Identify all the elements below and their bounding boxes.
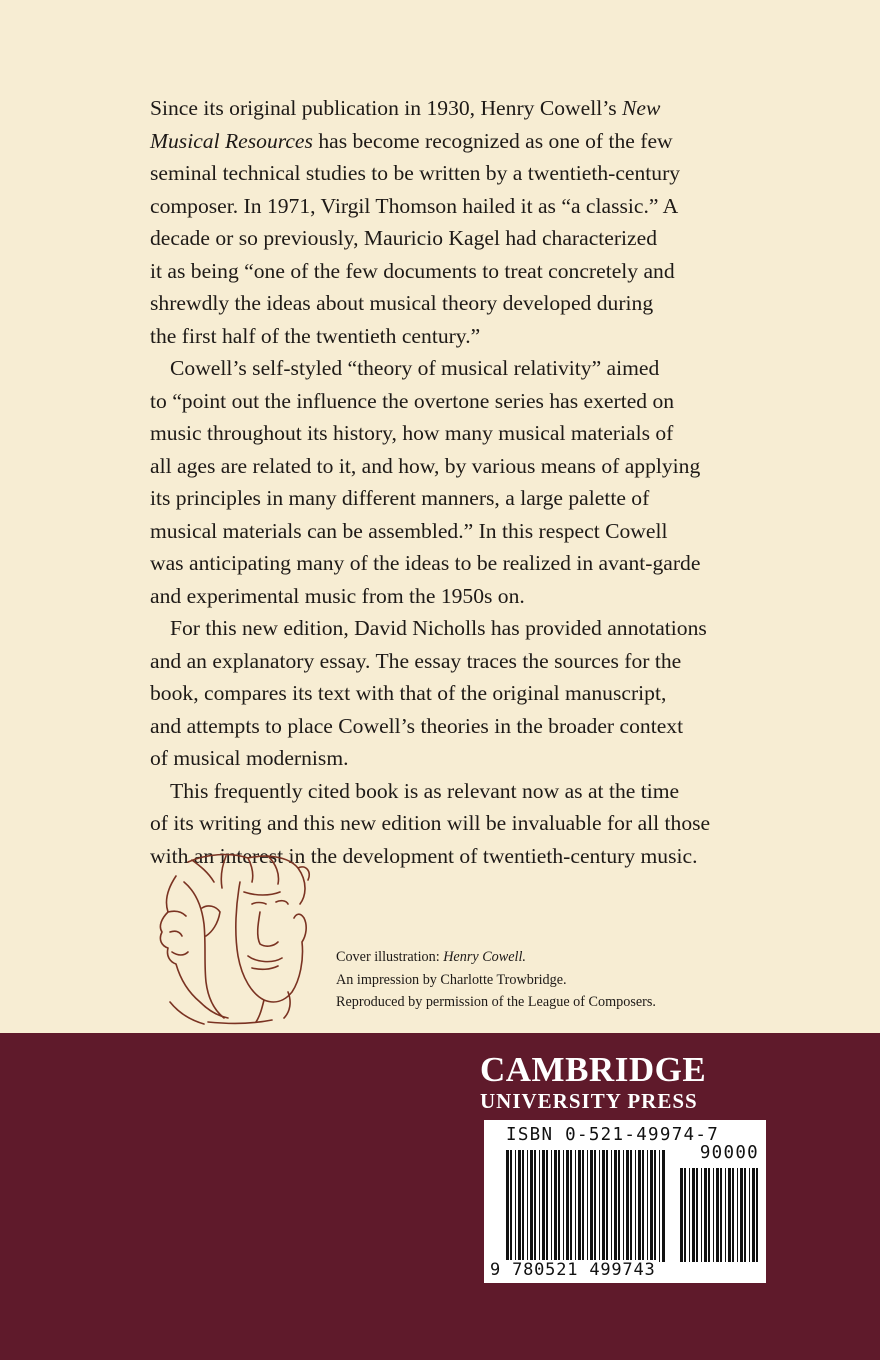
blurb-line: all ages are related to it, and how, by various means of applying: [150, 453, 701, 478]
barcode-bar: [720, 1168, 722, 1262]
barcode-bar: [506, 1150, 509, 1262]
blurb-paragraph-1: [150, 92, 740, 352]
book-title-italic: Musical Resources: [150, 128, 313, 153]
publisher-logo: [480, 1050, 728, 1114]
blurb-line: the first half of the twentieth century.”: [150, 323, 481, 348]
blurb-line: of musical modernism.: [150, 746, 349, 770]
barcode-bar: [602, 1150, 605, 1262]
barcode-bar: [551, 1150, 552, 1262]
isbn-barcode: [484, 1120, 766, 1283]
barcode-bar: [749, 1168, 750, 1262]
barcode-bar: [527, 1150, 528, 1262]
blurb-line: and an explanatory essay. The essay traces the sources for the: [150, 648, 682, 673]
barcode-bar: [642, 1150, 644, 1262]
barcode-bar: [662, 1150, 665, 1262]
barcode-bar: [696, 1168, 698, 1262]
barcode-bar: [587, 1150, 588, 1262]
blurb-line: music throughout its history, how many musical materials of: [150, 421, 674, 445]
barcode-bar: [732, 1168, 734, 1262]
barcode-bar: [701, 1168, 702, 1262]
blurb-line: of its writing and this new edition will be invaluable for all those: [150, 811, 711, 835]
barcode-bar: [599, 1150, 600, 1262]
caption-line: Cover illustration: Henry Cowell.: [336, 949, 526, 965]
barcode-bar: [582, 1150, 584, 1262]
blurb-line: with an interest in the development of twentieth-century music.: [150, 843, 698, 868]
barcode-bar: [630, 1150, 632, 1262]
caption-line: Reproduced by permission of the League of Composers.: [336, 994, 656, 1010]
blurb-line: Since its original publication in 1930, Henry Cowell’s New: [150, 96, 661, 120]
barcode-bar: [534, 1150, 536, 1262]
barcode-bar: [756, 1168, 758, 1262]
barcode-bar: [708, 1168, 710, 1262]
blurb-line: it as being “one of the few documents to treat concretely and: [150, 258, 675, 283]
blurb-line: decade or so previously, Mauricio Kagel had characterized: [150, 226, 658, 250]
blurb-line: composer. In 1971, Virgil Thomson hailed it as “a classic.” A: [150, 193, 679, 218]
barcode-bar: [680, 1168, 683, 1262]
barcode-bar: [716, 1168, 719, 1262]
blurb-line: and experimental music from the 1950s on.: [150, 583, 525, 608]
blurb-line: Musical Resources has become recognized as one of the few: [150, 128, 673, 153]
barcode-bars: [484, 1146, 766, 1276]
barcode-bar: [515, 1150, 516, 1262]
barcode-bar: [539, 1150, 540, 1262]
barcode-bar: [740, 1168, 743, 1262]
barcode-bar: [510, 1150, 512, 1262]
book-title-italic: New: [622, 96, 661, 120]
blurb-paragraph-3: [150, 612, 740, 775]
barcode-bar: [725, 1168, 726, 1262]
barcode-bar: [566, 1150, 569, 1262]
isbn-number: ISBN 0-521-49974-7: [506, 1125, 720, 1145]
henry-cowell-portrait-sketch: [148, 852, 316, 1028]
barcode-bar: [618, 1150, 620, 1262]
barcode-bar: [689, 1168, 690, 1262]
barcode-bar: [635, 1150, 636, 1262]
barcode-bar: [546, 1150, 548, 1262]
barcode-bar: [713, 1168, 714, 1262]
barcode-bar: [650, 1150, 653, 1262]
barcode-bar: [614, 1150, 617, 1262]
barcode-bar: [659, 1150, 660, 1262]
barcode-bar: [563, 1150, 564, 1262]
barcode-bar: [737, 1168, 738, 1262]
barcode-bar: [530, 1150, 533, 1262]
barcode-bar: [692, 1168, 695, 1262]
blurb-line: book, compares its text with that of the original manuscript,: [150, 681, 667, 705]
barcode-bar: [638, 1150, 641, 1262]
blurb-line: For this new edition, David Nicholls has provided annotations: [170, 616, 707, 640]
barcode-bar: [570, 1150, 572, 1262]
barcode-bar: [554, 1150, 557, 1262]
barcode-bar: [590, 1150, 593, 1262]
barcode-bar: [594, 1150, 596, 1262]
barcode-bar: [575, 1150, 576, 1262]
blurb-line: shrewdly the ideas about musical theory developed during: [150, 291, 654, 315]
barcode-bar: [518, 1150, 521, 1262]
barcode-bar: [611, 1150, 612, 1262]
barcode-bar: [647, 1150, 648, 1262]
blurb-line: Cowell’s self-styled “theory of musical relativity” aimed: [170, 356, 660, 380]
blurb-paragraph-2: [150, 352, 740, 612]
barcode-bar: [606, 1150, 608, 1262]
barcode-bar: [626, 1150, 629, 1262]
ean-number: 9 780521 499743: [490, 1260, 656, 1280]
barcode-bar: [578, 1150, 581, 1262]
barcode-bar: [704, 1168, 707, 1262]
publisher-name: CAMBRIDGE: [480, 1050, 707, 1089]
barcode-bar: [542, 1150, 545, 1262]
blurb-line: This frequently cited book is as relevant now as at the time: [170, 778, 680, 803]
barcode-bar: [623, 1150, 624, 1262]
barcode-bar: [744, 1168, 746, 1262]
barcode-bar: [684, 1168, 686, 1262]
blurb-line: its principles in many different manners, a large palette of: [150, 486, 650, 510]
caption-subject: Henry Cowell.: [443, 949, 526, 965]
barcode-bar: [522, 1150, 524, 1262]
blurb-line: to “point out the influence the overtone series has exerted on: [150, 388, 675, 413]
barcode-bar: [728, 1168, 731, 1262]
barcode-bar: [654, 1150, 656, 1262]
publisher-subtitle: UNIVERSITY PRESS: [480, 1089, 698, 1113]
caption-line: An impression by Charlotte Trowbridge.: [336, 971, 567, 988]
blurb-line: seminal technical studies to be written by a twentieth-century: [150, 161, 681, 185]
barcode-bar: [558, 1150, 560, 1262]
blurb-line: and attempts to place Cowell’s theories in the broader context: [150, 713, 684, 738]
blurb-line: was anticipating many of the ideas to be realized in avant-garde: [150, 551, 701, 575]
cover-illustration-caption: [336, 946, 756, 1014]
barcode-bar: [752, 1168, 755, 1262]
back-cover-blurb: [150, 92, 740, 872]
price-addon-code: 90000: [699, 1143, 759, 1163]
blurb-line: musical materials can be assembled.” In this respect Cowell: [150, 518, 668, 543]
